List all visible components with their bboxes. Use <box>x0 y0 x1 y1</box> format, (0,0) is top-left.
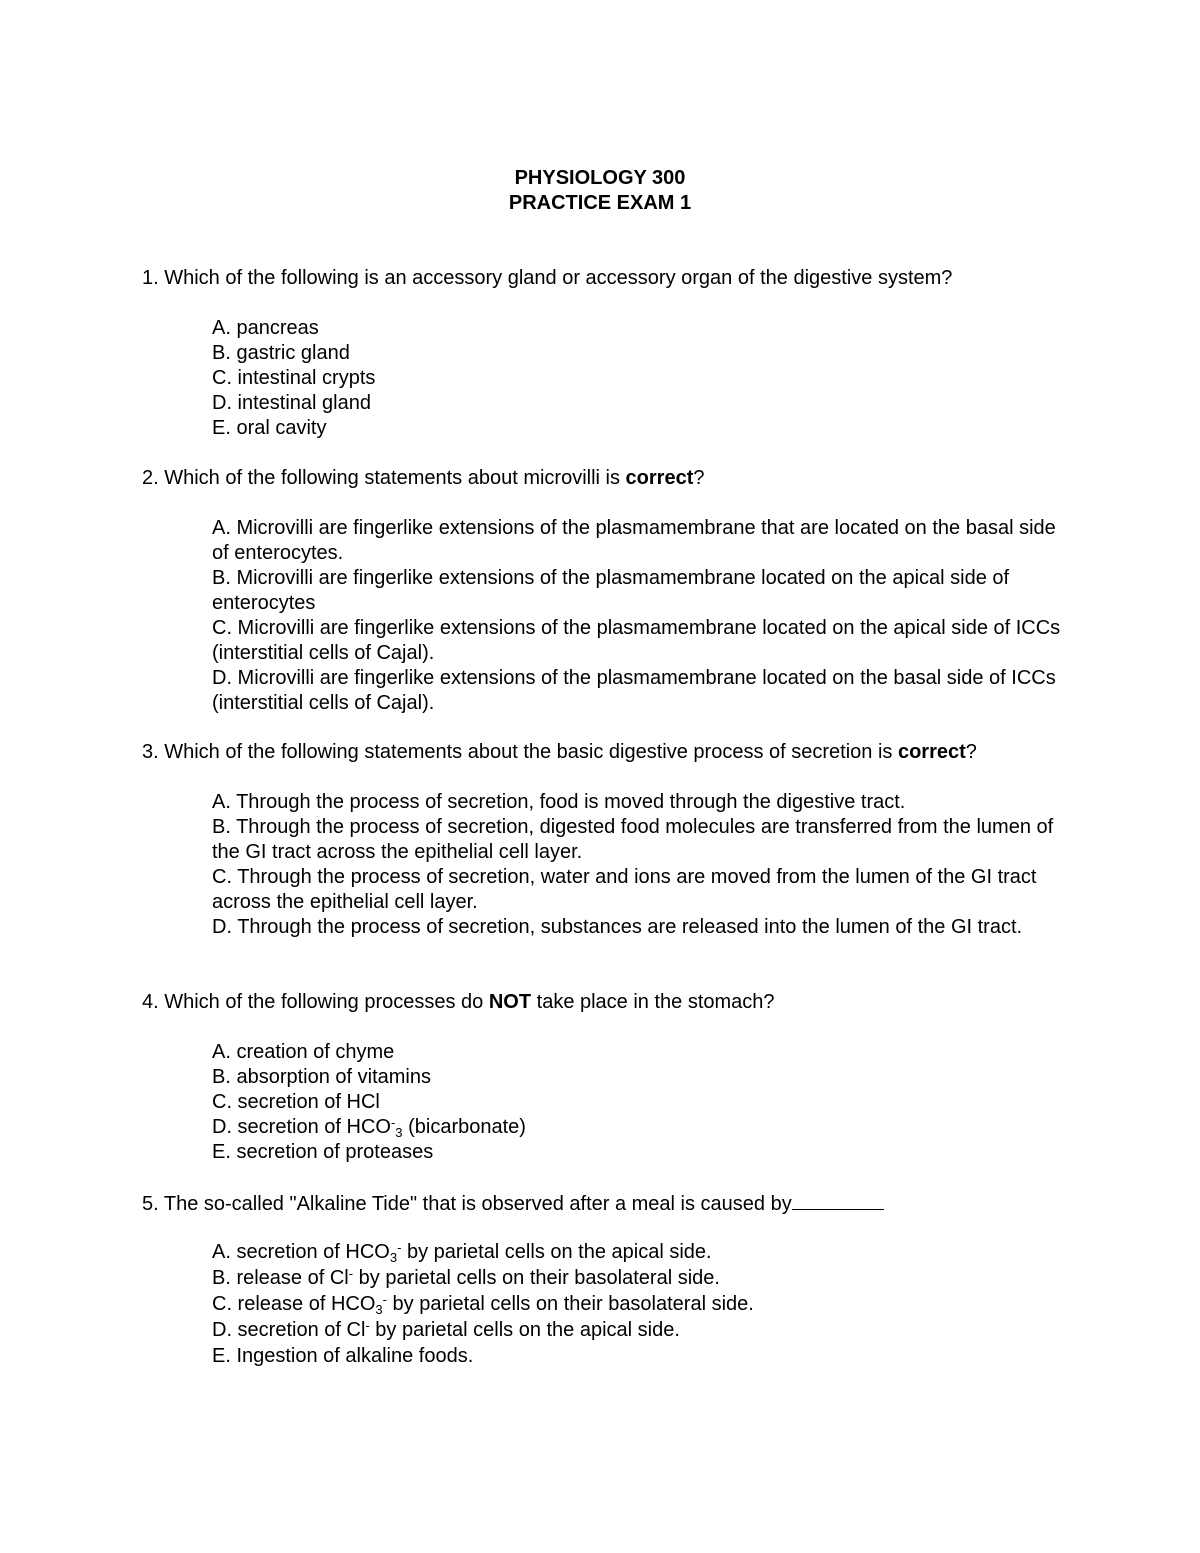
q5-option-c-subscript: 3 <box>375 1302 383 1317</box>
question-1: 1. Which of the following is an accessory gland or accessory organ of the digestive system? <box>142 267 953 289</box>
q2-option-b: B. Microvilli are fingerlike extensions of the plasmamembrane located on the apical side of enterocytes <box>212 567 1010 614</box>
question-4 <box>142 990 1062 1015</box>
question-2 <box>142 466 1062 491</box>
page-subtitle: PRACTICE EXAM 1 <box>508 192 692 214</box>
q5-option-d <box>212 1318 1072 1343</box>
question-2-end: ? <box>693 467 705 489</box>
question-2-emphasis: correct <box>625 467 694 489</box>
question-4-options <box>212 1040 1072 1165</box>
q1-option-c: C. intestinal crypts <box>212 367 376 389</box>
q5-option-c-charge: - <box>382 1292 387 1307</box>
q1-option-a: A. pancreas <box>212 317 319 339</box>
q4-option-d-subscript: 3 <box>395 1125 403 1140</box>
q3-option-b: B. Through the process of secretion, digested food molecules are transferred from the lumen of the GI tract across the epithelial cell layer. <box>212 816 1054 863</box>
question-3-text: 3. Which of the following statements about the basic digestive process of secretion is <box>142 741 898 763</box>
q5-option-a-subscript: 3 <box>389 1250 398 1265</box>
q5-option-a-rest: by parietal cells on the apical side. <box>401 1241 712 1263</box>
answer-blank <box>792 1190 884 1210</box>
question-2-options <box>212 516 1062 716</box>
q5-option-c <box>212 1292 1072 1317</box>
q3-option-c: C. Through the process of secretion, water and ions are moved from the lumen of the GI tract across the epithelial cell layer. <box>212 866 1037 913</box>
question-3 <box>142 740 1062 765</box>
question-5-options <box>212 1240 1072 1370</box>
q5-option-d-rest: by parietal cells on the apical side. <box>369 1319 680 1341</box>
q2-option-c: C. Microvilli are fingerlike extensions of the plasmamembrane located on the apical side of ICCs (interstitial cells of Cajal). <box>212 617 1061 664</box>
question-3-options <box>212 790 1062 940</box>
question-5 <box>142 1190 1062 1217</box>
question-3-emphasis: correct <box>897 741 966 763</box>
q2-option-d: D. Microvilli are fingerlike extensions of the plasmamembrane located on the basal side of ICCs (interstitial cells of Cajal). <box>212 667 1056 714</box>
q4-option-d-rest: (bicarbonate) <box>402 1116 526 1138</box>
question-3-end: ? <box>965 741 977 763</box>
q5-option-b <box>212 1266 1072 1291</box>
q2-option-a: A. Microvilli are fingerlike extensions of the plasmamembrane that are located on the basal side of enterocytes. <box>212 517 1056 564</box>
q1-option-d: D. intestinal gland <box>212 392 371 414</box>
q5-option-e: E. Ingestion of alkaline foods. <box>212 1345 474 1367</box>
q4-option-a: A. creation of chyme <box>212 1041 395 1063</box>
q4-option-c: C. secretion of HCl <box>212 1091 380 1113</box>
question-4-end: take place in the stomach? <box>531 991 775 1013</box>
q1-option-b: B. gastric gland <box>212 342 350 364</box>
q5-option-a-text: A. secretion of HCO <box>212 1241 390 1263</box>
q4-option-d-charge: - <box>390 1115 396 1130</box>
q1-option-e: E. oral cavity <box>212 417 327 439</box>
q5-option-b-rest: by parietal cells on their basolateral side. <box>353 1267 720 1289</box>
q3-option-d: D. Through the process of secretion, substances are released into the lumen of the GI tract. <box>212 916 1023 938</box>
q5-option-a <box>212 1240 1072 1265</box>
q5-option-c-rest: by parietal cells on their basolateral side. <box>386 1293 754 1315</box>
question-5-text: 5. The so-called "Alkaline Tide" that is observed after a meal is caused by <box>142 1193 792 1215</box>
question-2-text: 2. Which of the following statements about microvilli is <box>142 467 626 489</box>
q4-option-d-text: D. secretion of HCO <box>212 1116 391 1138</box>
q5-option-b-charge: - <box>348 1266 354 1281</box>
q5-option-d-charge: - <box>365 1318 370 1333</box>
q4-option-b: B. absorption of vitamins <box>212 1066 431 1088</box>
q5-option-b-text: B. release of Cl <box>212 1267 349 1289</box>
q4-option-e: E. secretion of proteases <box>212 1141 434 1163</box>
q3-option-a: A. Through the process of secretion, food is moved through the digestive tract. <box>212 791 906 813</box>
q4-option-d <box>212 1115 1072 1140</box>
q5-option-d-text: D. secretion of Cl <box>212 1319 366 1341</box>
page-title: PHYSIOLOGY 300 <box>514 167 686 189</box>
question-1-options <box>212 316 1072 441</box>
q5-option-c-text: C. release of HCO <box>212 1293 376 1315</box>
q5-option-a-charge: - <box>397 1240 402 1255</box>
question-4-text: 4. Which of the following processes do <box>142 991 489 1013</box>
question-4-emphasis: NOT <box>488 991 532 1013</box>
